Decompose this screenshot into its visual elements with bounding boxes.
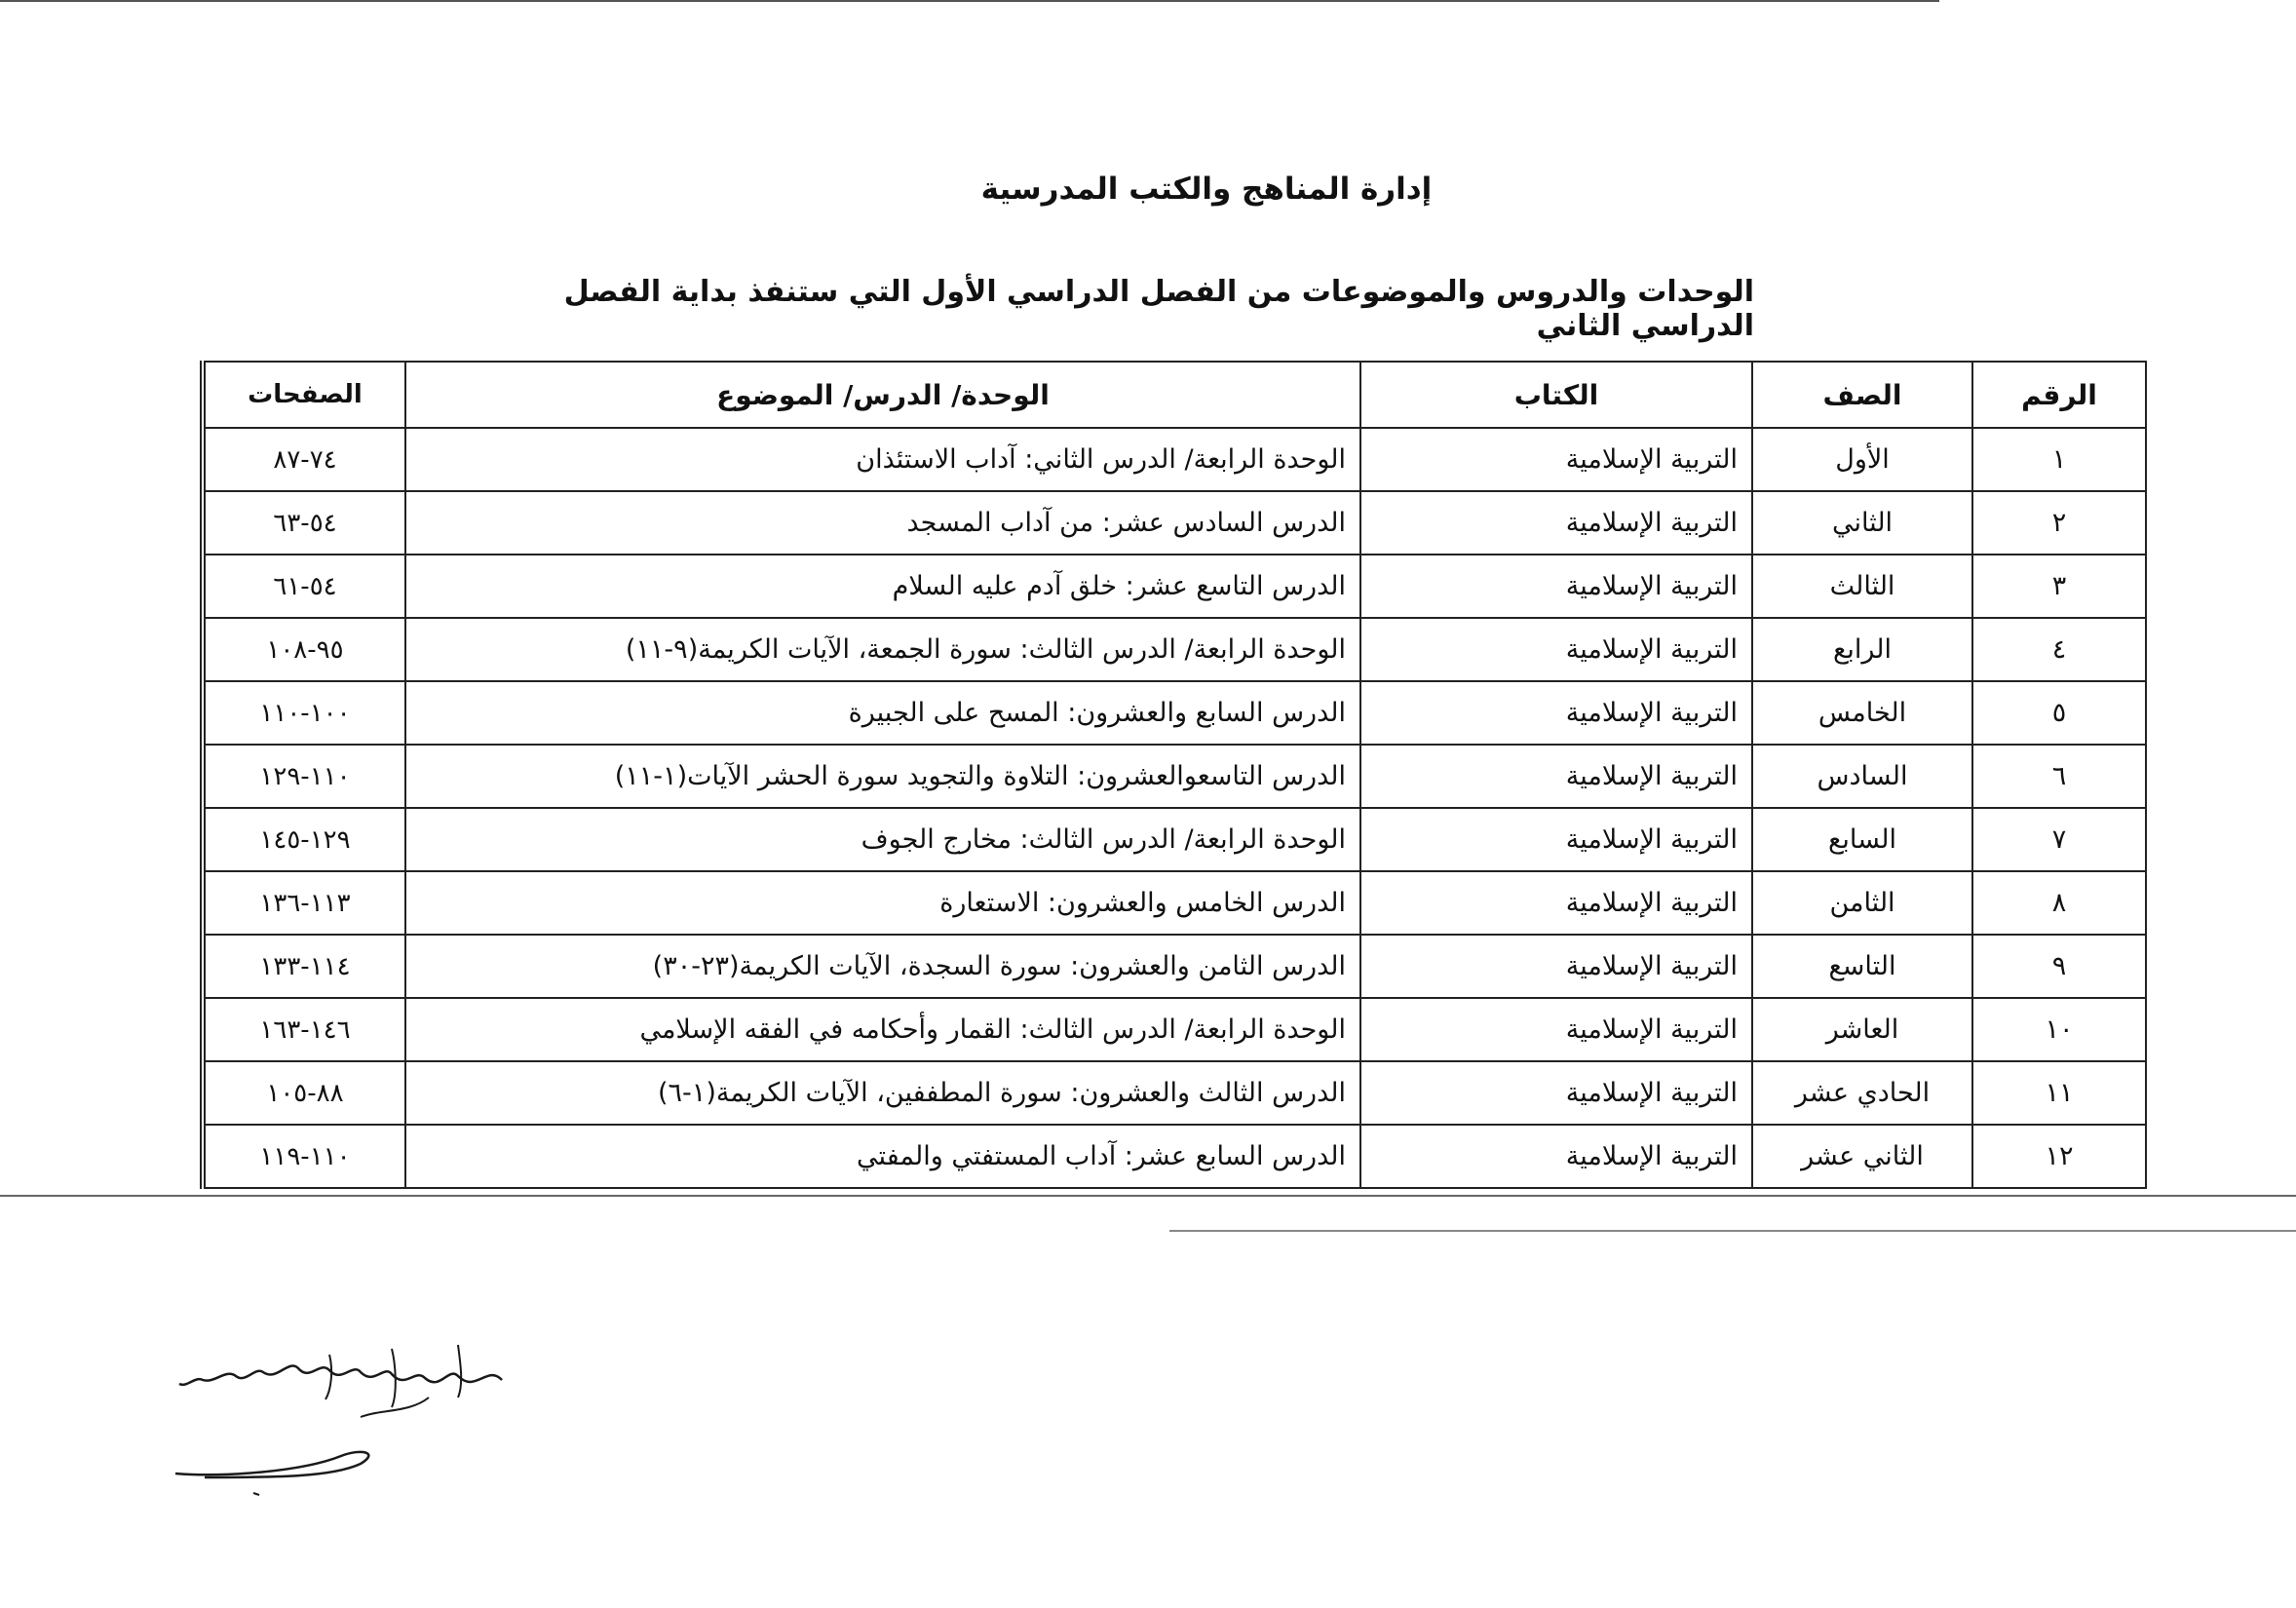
cell-grade: السادس	[1752, 745, 1972, 808]
department-title: إدارة المناهج والكتب المدرسية	[980, 172, 1433, 207]
cell-pages: ١٤٦-١٦٣	[203, 998, 405, 1061]
cell-number: ٥	[1972, 681, 2146, 745]
cell-pages: ٥٤-٦٣	[203, 491, 405, 555]
cell-topic: الوحدة الرابعة/ الدرس الثاني: آداب الاستئذان	[405, 428, 1360, 491]
cell-number: ٣	[1972, 555, 2146, 618]
cell-book: التربية الإسلامية	[1360, 681, 1752, 745]
cell-book: التربية الإسلامية	[1360, 555, 1752, 618]
cell-topic: الوحدة الرابعة/ الدرس الثالث: مخارج الجوف	[405, 808, 1360, 871]
cell-pages: ٧٤-٨٧	[203, 428, 405, 491]
cell-number: ٧	[1972, 808, 2146, 871]
cell-pages: ١٠٠-١١٠	[203, 681, 405, 745]
cell-book: التربية الإسلامية	[1360, 871, 1752, 935]
cell-number: ٨	[1972, 871, 2146, 935]
cell-number: ١٢	[1972, 1125, 2146, 1188]
cell-book: التربية الإسلامية	[1360, 808, 1752, 871]
cell-book: التربية الإسلامية	[1360, 428, 1752, 491]
cell-grade: الثاني عشر	[1752, 1125, 1972, 1188]
table-row	[203, 1061, 2146, 1125]
cell-pages: ٩٥-١٠٨	[203, 618, 405, 681]
table-row	[203, 618, 2146, 681]
cell-grade: الحادي عشر	[1752, 1061, 1972, 1125]
cell-number: ١	[1972, 428, 2146, 491]
cell-number: ٤	[1972, 618, 2146, 681]
cell-pages: ١١٠-١٢٩	[203, 745, 405, 808]
table-header-row	[203, 362, 2146, 428]
cell-grade: الثامن	[1752, 871, 1972, 935]
header-topic: الوحدة/ الدرس/ الموضوع	[405, 362, 1360, 428]
scan-edge-line-top	[0, 0, 1939, 2]
table-row	[203, 745, 2146, 808]
table-row	[203, 808, 2146, 871]
cell-grade: العاشر	[1752, 998, 1972, 1061]
cell-book: التربية الإسلامية	[1360, 1125, 1752, 1188]
cell-pages: ١١٠-١١٩	[203, 1125, 405, 1188]
signature-icon	[166, 1325, 536, 1501]
cell-grade: الثالث	[1752, 555, 1972, 618]
cell-topic: الدرس الخامس والعشرون: الاستعارة	[405, 871, 1360, 935]
cell-topic: الدرس السادس عشر: من آداب المسجد	[405, 491, 1360, 555]
cell-number: ٦	[1972, 745, 2146, 808]
cell-book: التربية الإسلامية	[1360, 1061, 1752, 1125]
scan-edge-line-lower-2	[1169, 1230, 2296, 1232]
scan-edge-line-lower	[0, 1195, 2296, 1197]
cell-book: التربية الإسلامية	[1360, 998, 1752, 1061]
cell-number: ٩	[1972, 935, 2146, 998]
cell-pages: ٥٤-٦١	[203, 555, 405, 618]
handwritten-signature	[166, 1325, 536, 1501]
table-row	[203, 555, 2146, 618]
header-number: الرقم	[1972, 362, 2146, 428]
cell-grade: السابع	[1752, 808, 1972, 871]
table-row	[203, 491, 2146, 555]
table-row	[203, 998, 2146, 1061]
cell-pages: ١١٣-١٣٦	[203, 871, 405, 935]
header-book: الكتاب	[1360, 362, 1752, 428]
curriculum-table	[200, 361, 2097, 1189]
cell-grade: الثاني	[1752, 491, 1972, 555]
header-grade: الصف	[1752, 362, 1972, 428]
table-row	[203, 871, 2146, 935]
cell-pages: ٨٨-١٠٥	[203, 1061, 405, 1125]
cell-topic: الدرس التاسعوالعشرون: التلاوة والتجويد سورة الحشر الآيات(١-١١)	[405, 745, 1360, 808]
table-row	[203, 428, 2146, 491]
table-row	[203, 1125, 2146, 1188]
cell-topic: الدرس السابع عشر: آداب المستفتي والمفتي	[405, 1125, 1360, 1188]
cell-topic: الدرس التاسع عشر: خلق آدم عليه السلام	[405, 555, 1360, 618]
cell-grade: التاسع	[1752, 935, 1972, 998]
header-pages: الصفحات	[203, 362, 405, 428]
document-subtitle: الوحدات والدروس والموضوعات من الفصل الدراسي الأول التي ستنفذ بداية الفصل الدراسي الثاني	[563, 275, 1754, 343]
cell-topic: الدرس السابع والعشرون: المسح على الجبيرة	[405, 681, 1360, 745]
cell-book: التربية الإسلامية	[1360, 935, 1752, 998]
cell-book: التربية الإسلامية	[1360, 745, 1752, 808]
table-row	[203, 935, 2146, 998]
cell-number: ١١	[1972, 1061, 2146, 1125]
cell-topic: الدرس الثالث والعشرون: سورة المطففين، الآيات الكريمة(١-٦)	[405, 1061, 1360, 1125]
cell-topic: الوحدة الرابعة/ الدرس الثالث: سورة الجمعة، الآيات الكريمة(٩-١١)	[405, 618, 1360, 681]
cell-number: ١٠	[1972, 998, 2146, 1061]
cell-pages: ١٢٩-١٤٥	[203, 808, 405, 871]
table-row	[203, 681, 2146, 745]
cell-grade: الخامس	[1752, 681, 1972, 745]
cell-topic: الدرس الثامن والعشرون: سورة السجدة، الآيات الكريمة(٢٣-٣٠)	[405, 935, 1360, 998]
cell-pages: ١١٤-١٣٣	[203, 935, 405, 998]
cell-topic: الوحدة الرابعة/ الدرس الثالث: القمار وأحكامه في الفقه الإسلامي	[405, 998, 1360, 1061]
cell-book: التربية الإسلامية	[1360, 618, 1752, 681]
cell-book: التربية الإسلامية	[1360, 491, 1752, 555]
cell-grade: الأول	[1752, 428, 1972, 491]
cell-number: ٢	[1972, 491, 2146, 555]
cell-grade: الرابع	[1752, 618, 1972, 681]
